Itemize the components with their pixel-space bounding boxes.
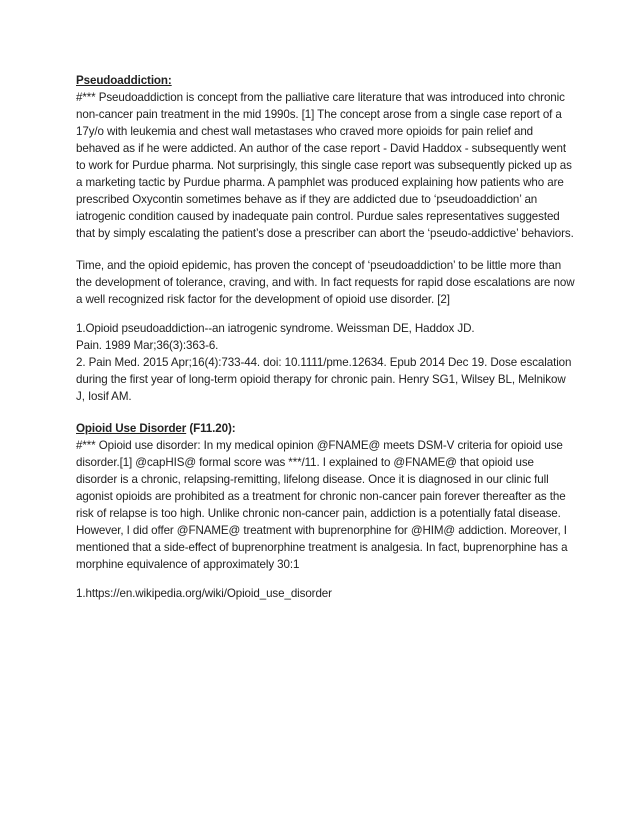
reference-2: 2. Pain Med. 2015 Apr;16(4):733-44. doi: 10.1111/pme.12634. Epub 2014 Dec 19. Dose escalation during the first year of long-term opioid therapy for chronic pain. Henry SG1, Wilsey BL, Melnikow J, Iosif AM.: [76, 356, 572, 403]
reference-1: 1.Opioid pseudoaddiction--an iatrogenic syndrome. Weissman DE, Haddox JD.: [76, 322, 475, 335]
reference-1-citation: Pain. 1989 Mar;36(3):363-6.: [76, 339, 219, 352]
opioid-use-disorder-body: #*** Opioid use disorder: In my medical opinion @FNAME@ meets DSM-V criteria for opioid use disorder.[1] @capHIS@ formal score was ***/11. I explained to @FNAME@ that opioid use disorder is a chronic, relapsing-remitting, lifelong disease. Once it is diagnosed in our clinic full agonist opioids are prohibited as a treatment for chronic non-cancer pain forever thereafter as the risk of relapse is too high. Unlike chronic non-cancer pain, addiction is a potentially fatal disease. However, I did offer @FNAME@ treatment with buprenorphine for @HIM@ addiction. Moreover, I mentioned that a side-effect of buprenorphine treatment is analgesia. In fact, buprenorphine has a morphine equivalence of approximately 30:1: [76, 439, 568, 571]
spacer: [76, 242, 576, 257]
heading-text-code: (F11.20):: [186, 422, 236, 435]
section-heading-opioid-use-disorder: [76, 420, 576, 437]
spacer: [76, 573, 576, 585]
heading-text: Pseudoaddiction:: [76, 74, 172, 87]
section-heading-pseudoaddiction: [76, 72, 576, 89]
reference-wikipedia: 1.https://en.wikipedia.org/wiki/Opioid_use_disorder: [76, 587, 332, 600]
pseudoaddiction-body: #*** Pseudoaddiction is concept from the palliative care literature that was introduced into chronic non-cancer pain treatment in the mid 1990s. [1] The concept arose from a single case report of a 17y/o with leukemia and chest wall metastases who craved more opioids for pain relief and behaved as if he were addicted. An author of the case report - David Haddox - subsequently went to work for Purdue pharma. Not surprisingly, this single case report was subsequently picked up as a marketing tactic by Purdue pharma. A pamphlet was produced explaining how patients who are prescribed Oxycontin sometimes behave as if they are addicted due to ‘pseudoaddiction’ an iatrogenic condition caused by inadequate pain control. Purdue sales representatives suggested that by simply escalating the patient’s dose a prescriber can abort the ‘pseudo-addictive’ behaviors.: [76, 91, 574, 240]
spacer: [76, 405, 576, 420]
heading-text-underlined: Opioid Use Disorder: [76, 422, 187, 435]
pseudoaddiction-paragraph-2: Time, and the opioid epidemic, has proven the concept of ‘pseudoaddiction’ to be little more than the development of tolerance, craving, and with. In fact requests for rapid dose escalations are now a well recognized risk factor for the development of opioid use disorder. [2]: [76, 259, 575, 306]
spacer: [76, 308, 576, 320]
document-page: [76, 72, 576, 602]
